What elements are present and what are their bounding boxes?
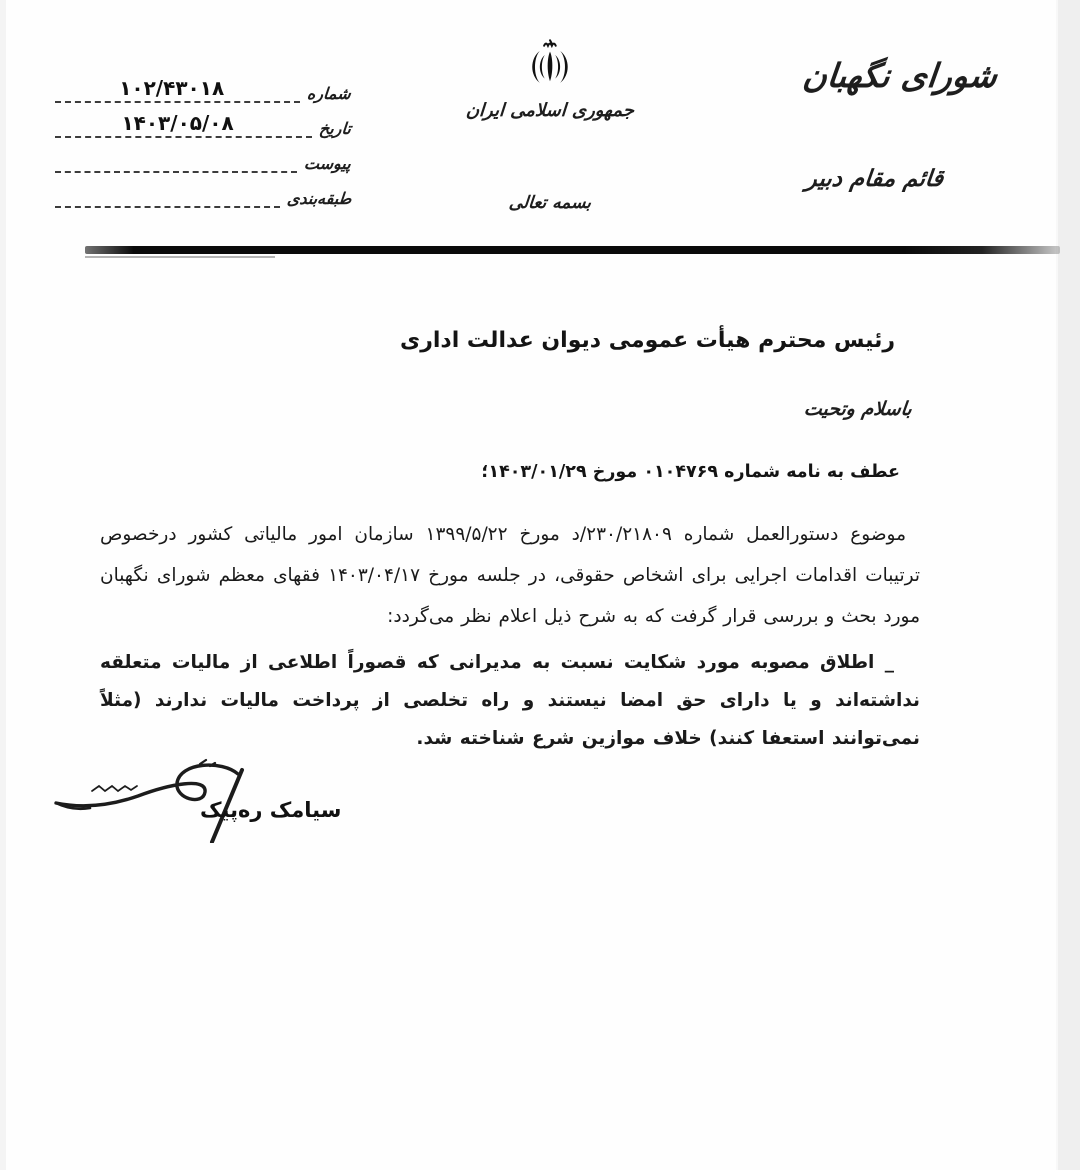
body-paragraph: موضوع دستورالعمل شماره ۲۳۰/۲۱۸۰۹/د مورخ ۱۳۹۹/۵/۲۲ سازمان امور مالیاتی کشور درخصوص ترتیبات اقدامات اجرایی برای اشخاص حقوقی، در جلسه مورخ ۱۴۰۳/۰۴/۱۷ فقهای معظم شورای نگهبان مورد بحث و بررسی قرار گرفت که به شرح ذیل اعلام نظر می‌گردد: <box>100 524 920 627</box>
field-attachment <box>55 138 351 173</box>
field-attachment-line <box>55 136 297 173</box>
addressee-line: رئیس محترم هیأت عمومی دیوان عدالت اداری <box>400 328 895 353</box>
org-subtitle-calligraphy: قائم مقام دبیر <box>804 166 945 192</box>
scan-edge-left <box>0 0 6 1170</box>
header-divider-rule <box>85 246 1060 254</box>
field-date <box>55 103 351 138</box>
field-classification-line <box>55 171 280 208</box>
field-number-value: ۱۰۲/۴۳۰۱۸ <box>119 76 225 100</box>
scan-edge-right <box>1056 0 1080 1170</box>
field-number <box>55 68 351 103</box>
letterhead-center <box>428 38 672 121</box>
field-date-line <box>55 101 312 138</box>
field-classification-label: طبقه‌بندی <box>285 189 352 208</box>
field-classification <box>55 173 351 208</box>
signer-name: سیامک ره‌پیک <box>200 798 342 822</box>
field-date-value: ۱۴۰۳/۰۵/۰۸ <box>121 111 234 135</box>
iran-emblem-icon <box>523 38 577 94</box>
bismillah-text: بسمه تعالی <box>508 193 592 213</box>
field-number-label: شماره <box>306 84 352 103</box>
org-title-calligraphy: شورای نگهبان <box>800 56 1000 95</box>
reference-line: عطف به نامه شماره ۰۱۰۴۷۶۹ مورخ ۱۴۰۳/۰۱/۲۹؛ <box>481 462 900 482</box>
field-date-label: تاریخ <box>318 119 352 138</box>
letterhead-fields <box>55 68 351 208</box>
field-attachment-label: پیوست <box>303 154 352 173</box>
field-number-line <box>55 66 300 103</box>
ruling-paragraph: _ اطلاق مصوبه مورد شکایت نسبت به مدیرانی که قصوراً اطلاعی از مالیات متعلقه نداشته‌اند و یا دارای حق امضا نیستند و راه تخلصی از پرداخت مالیات ندارند (مثلاً نمی‌توانند استعفا کنند) خلاف موازین شرع شناخته شد. <box>100 652 920 749</box>
republic-title: جمهوری اسلامی ایران <box>465 100 635 121</box>
salutation-script: باسلام وتحیت <box>803 398 914 420</box>
signature-block <box>52 758 422 858</box>
